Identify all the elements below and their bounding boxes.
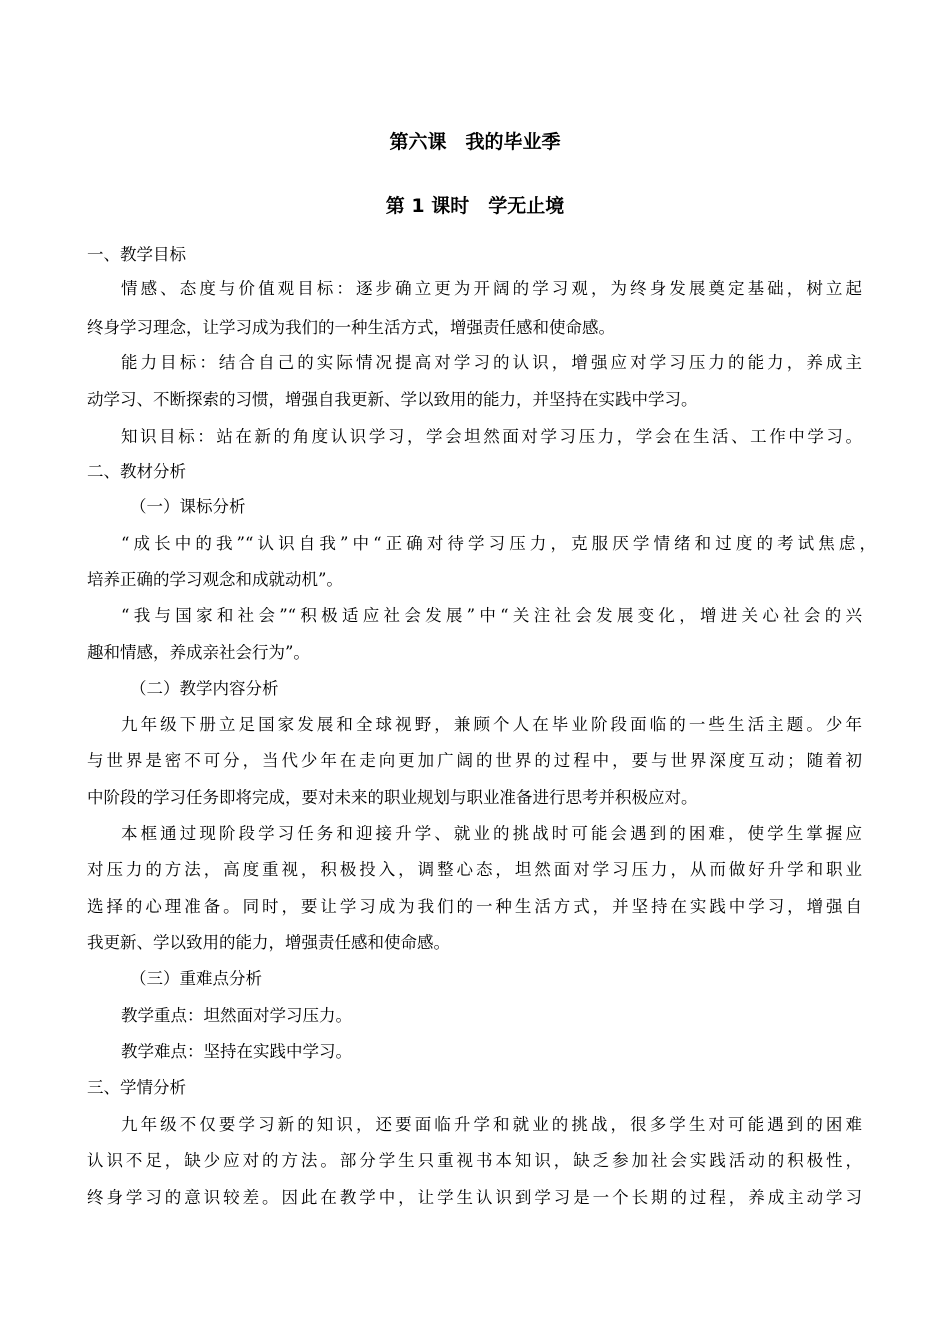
section-heading-material: 二、教材分析 xyxy=(87,462,186,481)
paragraph-line: 终身学习理念，让学习成为我们的一种生活方式，增强责任感和使命感。 xyxy=(87,318,615,337)
lesson-title: 第六课 我的毕业季 xyxy=(389,131,561,153)
period-title: 第 1 课时 学无止境 xyxy=(385,195,565,217)
paragraph-line: “我与国家和社会”“积极适应社会发展”中“关注社会发展变化，增进关心社会的兴 xyxy=(121,606,862,625)
paragraph-line: 与世界是密不可分，当代少年在走向更加广阔的世界的过程中，要与世界深度互动；随着初 xyxy=(87,751,862,770)
paragraph-line: 能力目标：结合自己的实际情况提高对学习的认识，增强应对学习压力的能力，养成主 xyxy=(121,353,862,372)
paragraph-line: 教学难点：坚持在实践中学习。 xyxy=(121,1042,352,1061)
paragraph-line: 九年级不仅要学习新的知识，还要面临升学和就业的挑战，很多学生对可能遇到的困难 xyxy=(121,1115,862,1134)
paragraph-line: 培养正确的学习观念和成就动机”。 xyxy=(87,570,343,589)
paragraph-line: 认识不足，缺少应对的方法。部分学生只重视书本知识，缺乏参加社会实践活动的积极性， xyxy=(87,1151,862,1170)
paragraph-line: 趣和情感，养成亲社会行为”。 xyxy=(87,643,310,662)
paragraph-line: 选择的心理准备。同时，要让学习成为我们的一种生活方式，并坚持在实践中学习，增强自 xyxy=(87,897,862,916)
paragraph-line: 教学重点：坦然面对学习压力。 xyxy=(121,1006,352,1025)
paragraph-line: 本框通过现阶段学习任务和迎接升学、就业的挑战时可能会遇到的困难，使学生掌握应 xyxy=(121,824,862,843)
paragraph-line: 九年级下册立足国家发展和全球视野，兼顾个人在毕业阶段面临的一些生活主题。少年 xyxy=(121,715,862,734)
section-heading-objectives: 一、教学目标 xyxy=(87,245,186,264)
paragraph-line: 终身学习的意识较差。因此在教学中，让学生认识到学习是一个长期的过程，养成主动学习 xyxy=(87,1188,862,1207)
paragraph-line: 中阶段的学习任务即将完成，要对未来的职业规划与职业准备进行思考并积极应对。 xyxy=(87,788,698,807)
section-heading-learners: 三、学情分析 xyxy=(87,1078,186,1097)
paragraph-line: 动学习、不断探索的习惯，增强自我更新、学以致用的能力，并坚持在实践中学习。 xyxy=(87,390,698,409)
subsection-heading: （二）教学内容分析 xyxy=(130,679,279,698)
subsection-heading: （一）课标分析 xyxy=(130,497,246,516)
subsection-heading: （三）重难点分析 xyxy=(130,969,262,988)
paragraph-line: 对压力的方法，高度重视，积极投入，调整心态，坦然面对学习压力，从而做好升学和职业 xyxy=(87,860,862,879)
paragraph-line: “成长中的我”“认识自我”中“正确对待学习压力，克服厌学情绪和过度的考试焦虑， xyxy=(121,534,876,553)
paragraph-line: 我更新、学以致用的能力，增强责任感和使命感。 xyxy=(87,933,450,952)
paragraph-line: 情感、态度与价值观目标：逐步确立更为开阔的学习观，为终身发展奠定基础，树立起 xyxy=(121,279,862,298)
paragraph-line: 知识目标：站在新的角度认识学习，学会坦然面对学习压力，学会在生活、工作中学习。 xyxy=(121,427,862,446)
